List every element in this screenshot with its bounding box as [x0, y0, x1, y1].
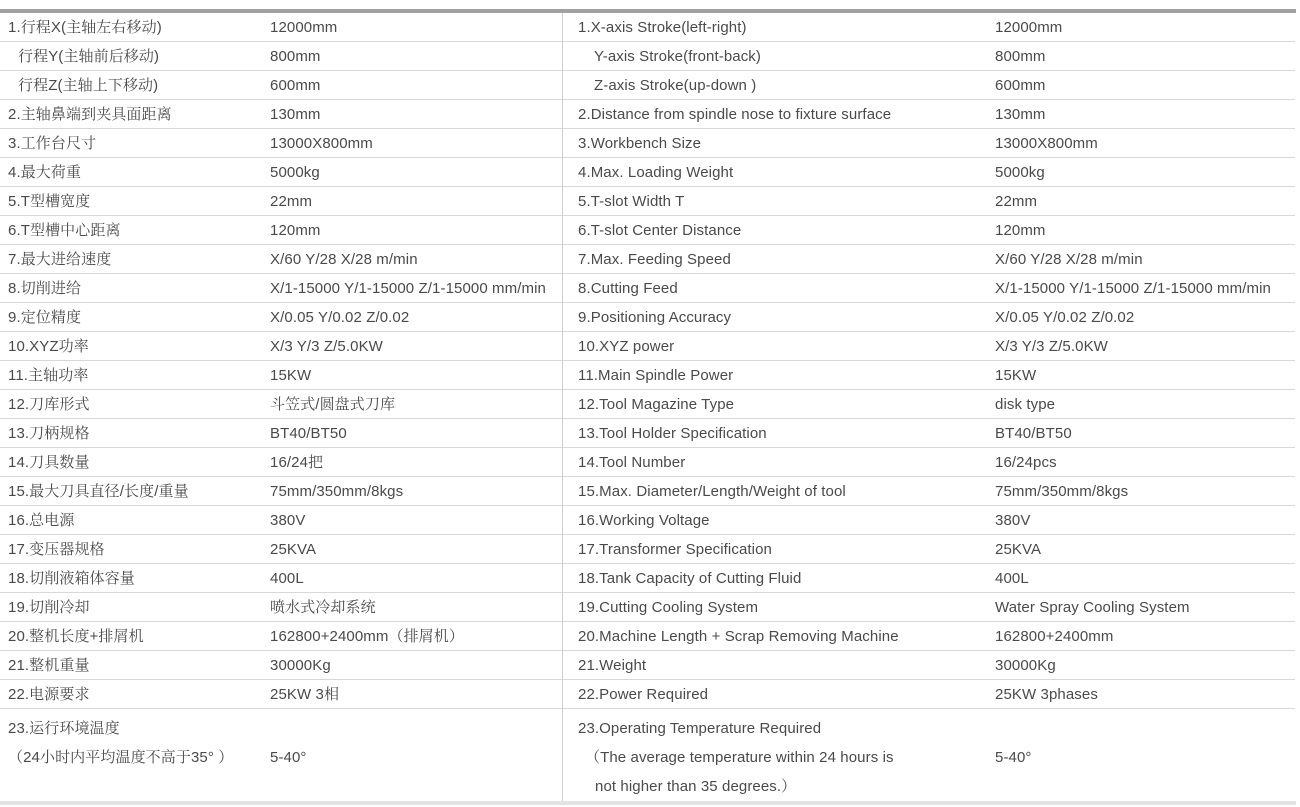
spec-row-en-14: [563, 390, 1295, 419]
spec-label-zh: 17.变压器规格: [8, 540, 105, 558]
spec-label-en: 17.Transformer Specification: [578, 540, 772, 558]
spec-row-zh-7: [0, 187, 562, 216]
spec-label-en-note-line1: （The average temperature within 24 hours is: [585, 749, 894, 766]
spec-value-zh: 600mm: [270, 76, 321, 94]
spec-label-en: 12.Tool Magazine Type: [578, 395, 735, 413]
spec-value-en: 600mm: [995, 76, 1046, 94]
spec-row-zh-1: [0, 13, 562, 42]
spec-rows-english: [563, 13, 1295, 709]
spec-value-zh: X/3 Y/3 Z/5.0KW: [270, 337, 383, 355]
spec-label-en: 23.Operating Temperature Required: [578, 720, 822, 737]
spec-label-zh: 1.行程X(主轴左右移动): [8, 18, 162, 36]
spec-label-zh: 16.总电源: [8, 511, 75, 529]
spec-row-zh-24: [0, 680, 562, 709]
spec-row-zh-20: [0, 564, 562, 593]
spec-value-en: Water Spray Cooling System: [995, 598, 1190, 616]
spec-value-zh: 130mm: [270, 105, 321, 123]
spec-row-zh-operating-temperature: [0, 709, 562, 801]
spec-value-zh: 380V: [270, 511, 306, 529]
spec-row-line: [0, 743, 562, 772]
spec-label-en: 19.Cutting Cooling System: [578, 598, 759, 616]
spec-value-en: 400L: [995, 569, 1029, 587]
spec-label-zh: 14.刀具数量: [8, 453, 90, 471]
spec-row-zh-16: [0, 448, 562, 477]
spec-label-en: Y-axis Stroke(front-back): [594, 47, 762, 65]
spec-row-en-22: [563, 622, 1295, 651]
spec-row-en-21: [563, 593, 1295, 622]
spec-value-zh: 25KW 3相: [270, 685, 340, 703]
spec-label-zh: 4.最大荷重: [8, 163, 82, 181]
spec-row-zh-9: [0, 245, 562, 274]
spec-row-zh-15: [0, 419, 562, 448]
spec-value-zh: 22mm: [270, 192, 313, 210]
spec-row-en-13: [563, 361, 1295, 390]
spec-row-zh-21: [0, 593, 562, 622]
spec-row-en-18: [563, 506, 1295, 535]
spec-label-en: 6.T-slot Center Distance: [578, 221, 742, 239]
spec-value-en: 800mm: [995, 47, 1046, 65]
spec-value-en: 25KVA: [995, 540, 1042, 558]
spec-value-zh: X/1-15000 Y/1-15000 Z/1-15000 mm/min: [270, 279, 546, 297]
spec-value-zh: 75mm/350mm/8kgs: [270, 482, 404, 500]
spec-value-en: 75mm/350mm/8kgs: [995, 482, 1129, 500]
spec-column-chinese: [0, 13, 562, 801]
spec-label-en: 21.Weight: [578, 656, 647, 674]
spec-value-en: 5-40°: [995, 749, 1032, 766]
spec-label-en: 10.XYZ power: [578, 337, 675, 355]
spec-value-en: 25KW 3phases: [995, 685, 1098, 703]
spec-row-zh-17: [0, 477, 562, 506]
spec-value-en: 162800+2400mm: [995, 627, 1114, 645]
spec-label-zh: 3.工作台尺寸: [8, 134, 97, 152]
spec-label-zh: 行程Z(主轴上下移动): [18, 76, 159, 94]
spec-value-zh: 13000X800mm: [270, 134, 373, 152]
spec-value-en: 5000kg: [995, 163, 1045, 181]
spec-row-en-9: [563, 245, 1295, 274]
spec-row-zh-6: [0, 158, 562, 187]
spec-label-zh: 19.切削冷却: [8, 598, 90, 616]
spec-value-zh: 400L: [270, 569, 304, 587]
spec-value-zh: 5-40°: [270, 749, 307, 766]
spec-row-en-5: [563, 129, 1295, 158]
spec-row-zh-4: [0, 100, 562, 129]
spec-row-en-11: [563, 303, 1295, 332]
spec-label-zh: 20.整机长度+排屑机: [8, 627, 144, 645]
spec-label-zh: 2.主轴鼻端到夹具面距离: [8, 105, 172, 123]
spec-value-zh: X/60 Y/28 X/28 m/min: [270, 250, 418, 268]
spec-value-en: 30000Kg: [995, 656, 1056, 674]
spec-row-en-1: [563, 13, 1295, 42]
spec-row-zh-2: [0, 42, 562, 71]
spec-label-zh: 12.刀库形式: [8, 395, 90, 413]
spec-label-zh: 22.电源要求: [8, 685, 90, 703]
spec-value-en: 22mm: [995, 192, 1038, 210]
spec-label-en: 13.Tool Holder Specification: [578, 424, 767, 442]
spec-row-en-17: [563, 477, 1295, 506]
spec-value-zh: 162800+2400mm（排屑机）: [270, 627, 464, 645]
spec-label-zh: 5.T型槽宽度: [8, 192, 91, 210]
spec-row-en-23: [563, 651, 1295, 680]
spec-row-zh-12: [0, 332, 562, 361]
spec-value-zh: 120mm: [270, 221, 321, 239]
spec-label-zh: 6.T型槽中心距离: [8, 221, 121, 239]
spec-value-en: X/0.05 Y/0.02 Z/0.02: [995, 308, 1135, 326]
spec-row-zh-18: [0, 506, 562, 535]
spec-row-line: [563, 743, 1295, 772]
spec-rows-chinese: [0, 13, 562, 709]
spec-row-en-20: [563, 564, 1295, 593]
spec-label-zh: 13.刀柄规格: [8, 424, 90, 442]
spec-row-zh-23: [0, 651, 562, 680]
spec-value-en: X/1-15000 Y/1-15000 Z/1-15000 mm/min: [995, 279, 1271, 297]
spec-row-line: [563, 714, 1295, 743]
spec-label-en: 20.Machine Length + Scrap Removing Machine: [578, 627, 899, 645]
spec-label-zh: 15.最大刀具直径/长度/重量: [8, 482, 189, 500]
spec-label-zh: 9.定位精度: [8, 308, 82, 326]
spec-value-zh: 25KVA: [270, 540, 317, 558]
spec-label-zh: 18.切削液箱体容量: [8, 569, 135, 587]
spec-label-zh: 23.运行环境温度: [8, 720, 120, 737]
spec-value-zh: 12000mm: [270, 18, 338, 36]
spec-label-zh: 7.最大进给速度: [8, 250, 112, 268]
spec-value-zh: 800mm: [270, 47, 321, 65]
spec-label-zh: 10.XYZ功率: [8, 337, 89, 355]
spec-value-zh: 30000Kg: [270, 656, 331, 674]
spec-value-en: X/3 Y/3 Z/5.0KW: [995, 337, 1108, 355]
spec-row-line: [0, 714, 562, 743]
spec-label-en: 7.Max. Feeding Speed: [578, 250, 731, 268]
spec-value-en: 13000X800mm: [995, 134, 1098, 152]
spec-label-zh: 21.整机重量: [8, 656, 90, 674]
spec-value-en: disk type: [995, 395, 1056, 413]
spec-value-en: 15KW: [995, 366, 1037, 384]
spec-label-en: 3.Workbench Size: [578, 134, 702, 152]
spec-label-en: 11.Main Spindle Power: [578, 366, 734, 384]
spec-row-zh-22: [0, 622, 562, 651]
spec-value-zh: 16/24把: [270, 453, 324, 471]
spec-value-en: 16/24pcs: [995, 453, 1057, 471]
spec-row-en-19: [563, 535, 1295, 564]
spec-row-en-2: [563, 42, 1295, 71]
spec-table: [0, 9, 1296, 805]
spec-label-zh: 11.主轴功率: [8, 366, 89, 384]
spec-label-en: 8.Cutting Feed: [578, 279, 678, 297]
spec-value-zh: 斗笠式/圆盘式刀库: [270, 395, 396, 413]
spec-label-en: 22.Power Required: [578, 685, 709, 703]
spec-value-en: 120mm: [995, 221, 1046, 239]
spec-value-zh: 5000kg: [270, 163, 320, 181]
spec-row-zh-11: [0, 303, 562, 332]
spec-label-en: 5.T-slot Width T: [578, 192, 685, 210]
spec-row-zh-10: [0, 274, 562, 303]
spec-value-en: 130mm: [995, 105, 1046, 123]
spec-label-en: Z-axis Stroke(up-down ): [594, 76, 757, 94]
spec-row-zh-13: [0, 361, 562, 390]
spec-value-en: BT40/BT50: [995, 424, 1072, 442]
spec-label-en: 15.Max. Diameter/Length/Weight of tool: [578, 482, 846, 500]
spec-row-zh-5: [0, 129, 562, 158]
spec-row-zh-3: [0, 71, 562, 100]
spec-label-en: 1.X-axis Stroke(left-right): [578, 18, 747, 36]
spec-label-en: 18.Tank Capacity of Cutting Fluid: [578, 569, 802, 587]
spec-value-zh: 15KW: [270, 366, 312, 384]
spec-value-en: X/60 Y/28 X/28 m/min: [995, 250, 1143, 268]
spec-label-zh: 8.切削进给: [8, 279, 82, 297]
spec-value-zh: BT40/BT50: [270, 424, 347, 442]
spec-row-zh-14: [0, 390, 562, 419]
spec-row-en-6: [563, 158, 1295, 187]
spec-label-en: 4.Max. Loading Weight: [578, 163, 734, 181]
spec-label-en: 2.Distance from spindle nose to fixture surface: [578, 105, 892, 123]
spec-label-zh: 行程Y(主轴前后移动): [18, 47, 160, 65]
spec-value-zh: 喷水式冷却系统: [270, 598, 376, 616]
spec-value-en: 380V: [995, 511, 1031, 529]
spec-label-en-note-line2: not higher than 35 degrees.）: [595, 778, 797, 795]
spec-row-en-4: [563, 100, 1295, 129]
spec-row-en-15: [563, 419, 1295, 448]
spec-row-en-12: [563, 332, 1295, 361]
spec-row-zh-8: [0, 216, 562, 245]
spec-label-zh-note: （24小时内平均温度不高于35° ）: [8, 749, 234, 766]
spec-row-en-7: [563, 187, 1295, 216]
spec-row-en-16: [563, 448, 1295, 477]
spec-row-line: [563, 772, 1295, 801]
spec-row-zh-19: [0, 535, 562, 564]
spec-value-zh: X/0.05 Y/0.02 Z/0.02: [270, 308, 410, 326]
spec-label-en: 9.Positioning Accuracy: [578, 308, 732, 326]
spec-label-en: 14.Tool Number: [578, 453, 686, 471]
spec-value-en: 12000mm: [995, 18, 1063, 36]
spec-column-english: [562, 13, 1295, 801]
spec-label-en: 16.Working Voltage: [578, 511, 710, 529]
spec-row-en-10: [563, 274, 1295, 303]
spec-row-en-8: [563, 216, 1295, 245]
spec-row-en-3: [563, 71, 1295, 100]
spec-row-en-operating-temperature: [563, 709, 1295, 801]
spec-row-en-24: [563, 680, 1295, 709]
